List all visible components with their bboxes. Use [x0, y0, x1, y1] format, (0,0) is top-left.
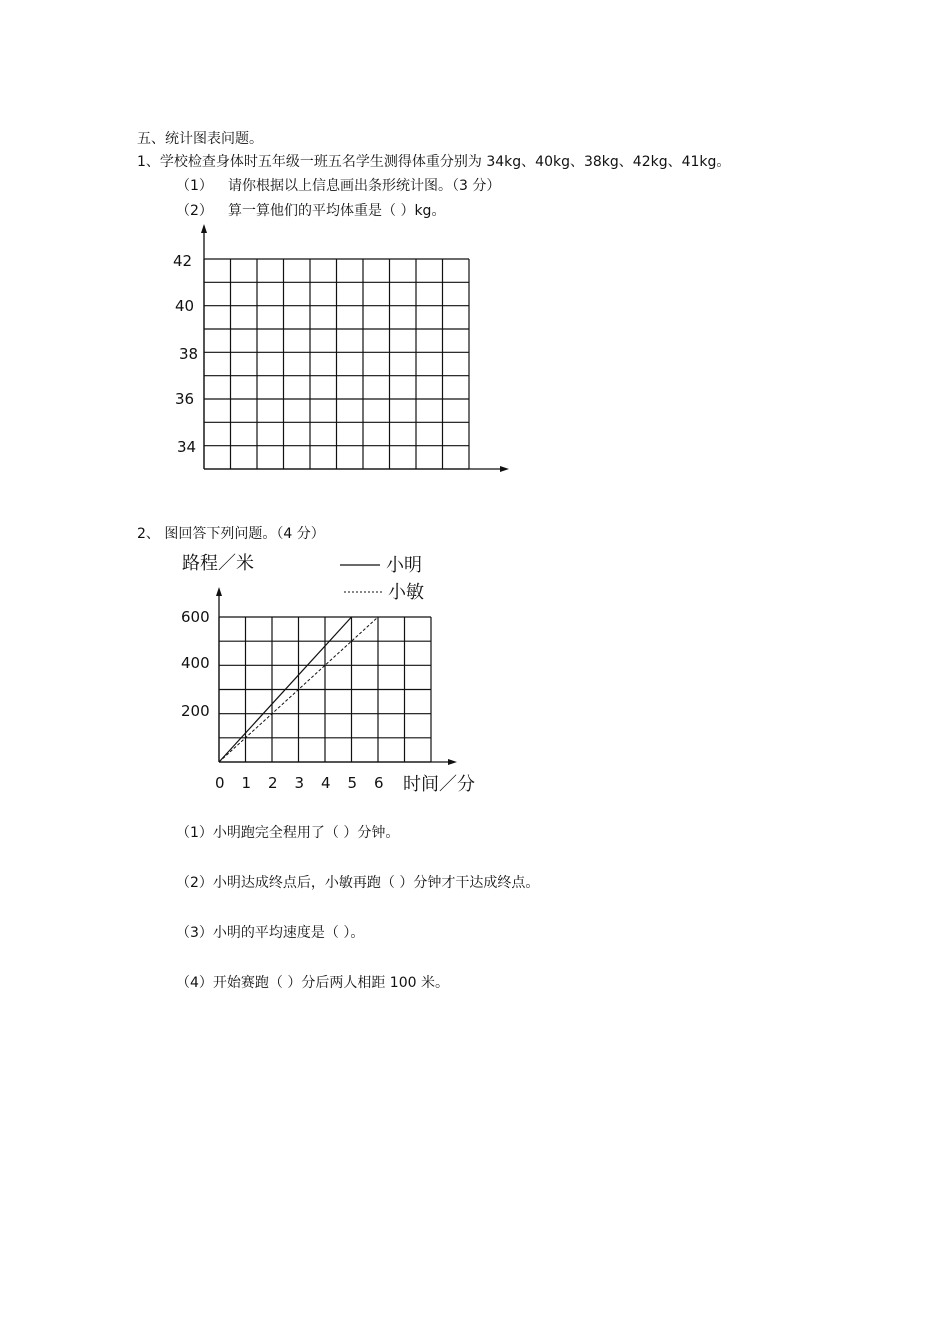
x-tick-label: 6: [374, 774, 384, 792]
distance-time-chart: [181, 553, 475, 795]
question-2-sub-1: （1）小明跑完全程用了（ ）分钟。: [176, 825, 400, 841]
chart-2-xlabel: 时间／分: [403, 774, 475, 795]
x-tick-label: 0: [215, 774, 225, 792]
x-tick-label: 5: [347, 774, 358, 792]
y-tick-label: 42: [173, 252, 193, 270]
chart-2-x-ticks: [215, 774, 384, 792]
x-tick-label: 1: [241, 774, 252, 792]
y-tick-label: 200: [181, 702, 210, 720]
x-tick-label: 3: [294, 774, 305, 792]
chart-1-x-arrow-icon: [500, 466, 509, 472]
question-2-sub-4: （4）开始赛跑（ ）分后两人相距 100 米。: [176, 975, 449, 991]
sub-number: （1）: [176, 178, 213, 194]
y-tick-label: 400: [181, 654, 210, 672]
y-tick-label: 600: [181, 608, 210, 626]
question-1-text: 1、学校检查身体时五年级一班五名学生测得体重分别为 34kg、40kg、38kg、42kg、41kg。: [137, 154, 731, 170]
legend-label: 小敏: [388, 582, 424, 603]
question-2-sub-3: （3）小明的平均速度是（ ）。: [176, 925, 365, 941]
weight-grid-chart: [173, 224, 509, 472]
y-tick-label: 36: [175, 390, 195, 408]
chart-2-grid: [219, 617, 431, 762]
chart-2-y-arrow-icon: [216, 587, 222, 596]
question-2-sub-2: （2）小明达成终点后，小敏再跑（ ）分钟才干达成终点。: [176, 875, 540, 891]
y-tick-label: 38: [179, 345, 199, 363]
x-tick-label: 2: [268, 774, 278, 792]
legend-label: 小明: [386, 555, 422, 576]
section-title: 五、统计图表问题。: [137, 131, 263, 147]
chart-2-ylabel: 路程／米: [182, 553, 254, 574]
sub-text: 算一算他们的平均体重是（ ）kg。: [228, 203, 446, 219]
y-tick-label: 34: [177, 438, 197, 456]
question-2-text: 2、 图回答下列问题。（4 分）: [137, 526, 325, 542]
x-tick-label: 4: [321, 774, 331, 792]
sub-text: 请你根据以上信息画出条形统计图。（3 分）: [228, 178, 501, 194]
chart-1-y-arrow-icon: [201, 224, 207, 233]
chart-1-grid: [204, 259, 469, 469]
sub-number: （2）: [176, 203, 213, 219]
y-tick-label: 40: [175, 297, 195, 315]
chart-2-x-arrow-icon: [448, 759, 457, 765]
